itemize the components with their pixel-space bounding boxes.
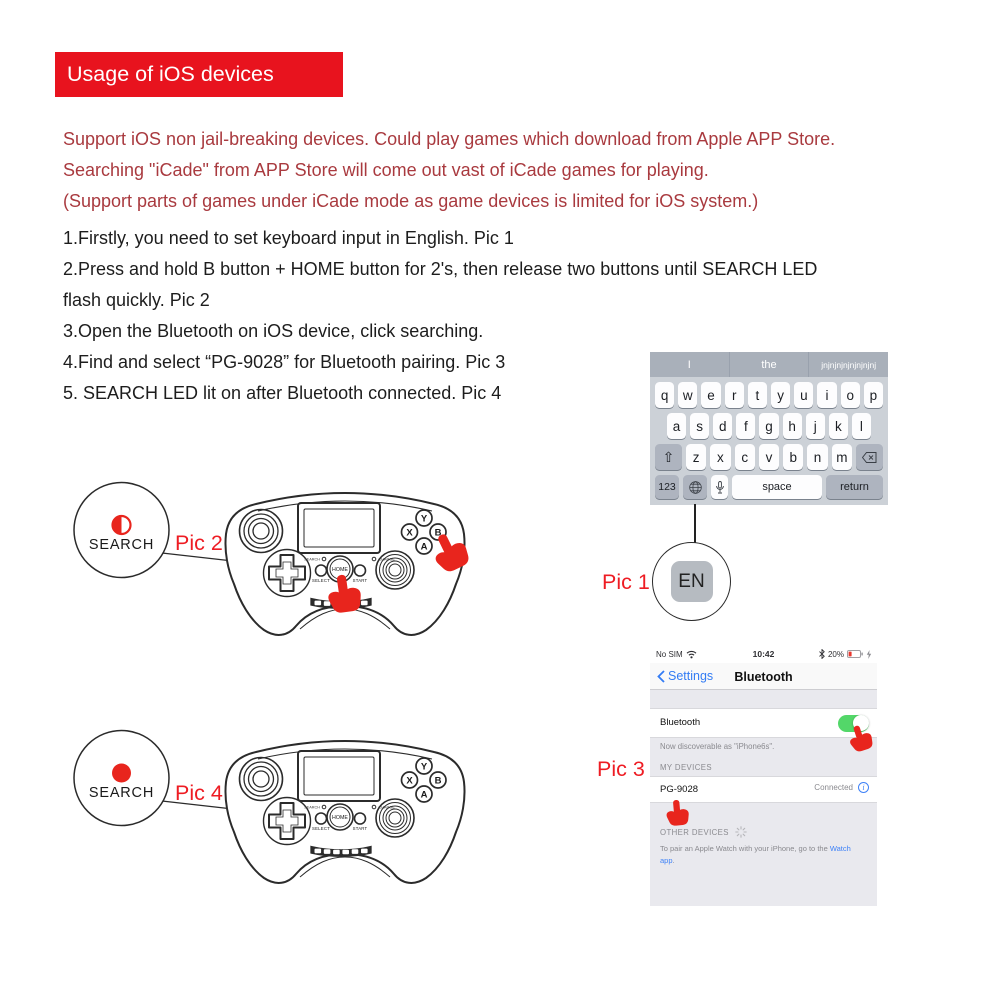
other-devices-label: OTHER DEVICES xyxy=(660,827,729,837)
suggestion-cell[interactable]: jnjnjnjnjnjnjnjnj xyxy=(821,359,877,370)
keyboard-row-3 xyxy=(650,444,888,470)
intro-line: Searching "iCade" from APP Store will come out vast of iCade games for playing. xyxy=(63,160,709,180)
keyboard-key[interactable]: i xyxy=(817,382,836,408)
keyboard-key[interactable]: j xyxy=(806,413,825,439)
search-led-text: SEARCH xyxy=(304,805,320,810)
numbers-key[interactable]: 123 xyxy=(655,475,679,499)
charge-led-dot xyxy=(372,805,376,809)
instruction-line: 3.Open the Bluetooth on iOS device, click searching. xyxy=(63,321,484,341)
keyboard-key[interactable]: m xyxy=(832,444,852,470)
device-row-right xyxy=(814,782,869,793)
y-button-label: Y xyxy=(420,513,428,525)
a-button-label: A xyxy=(420,541,428,553)
dpad xyxy=(264,550,311,597)
bluetooth-settings-screenshot xyxy=(650,645,877,906)
watch-note-period: . xyxy=(672,856,675,865)
charge-led-text: CHARGE xyxy=(378,805,395,810)
shift-key[interactable]: ⇧ xyxy=(655,444,682,470)
callout-line-pic1 xyxy=(694,504,696,543)
intro-line: (Support parts of games under iCade mode as game devices is limited for iOS system.) xyxy=(63,191,759,211)
keyboard-key[interactable]: v xyxy=(759,444,779,470)
keyboard-key[interactable]: e xyxy=(701,382,720,408)
bluetooth-toggle-label: Bluetooth xyxy=(660,717,701,728)
home-button-label: HOME xyxy=(332,815,348,821)
section-title: Usage of iOS devices xyxy=(67,62,274,86)
keyboard-key[interactable]: c xyxy=(735,444,755,470)
en-key[interactable]: EN xyxy=(671,561,713,602)
instruction-line: 2.Press and hold B button + HOME button for 2's, then release two buttons until SEARCH LED xyxy=(63,259,818,279)
keyboard-row-3-letters xyxy=(686,444,852,470)
battery-percent: 20% xyxy=(827,649,844,659)
nav-title: Bluetooth xyxy=(734,670,793,684)
suggestion-cell[interactable]: I xyxy=(650,352,730,377)
dpad xyxy=(264,798,311,845)
intro-paragraph xyxy=(63,124,835,217)
keyboard-key[interactable]: u xyxy=(794,382,813,408)
keyboard-key[interactable]: o xyxy=(841,382,860,408)
start-button-label: START xyxy=(352,578,368,583)
suggestion-cell[interactable]: the xyxy=(730,352,810,377)
globe-icon xyxy=(689,481,702,494)
info-icon[interactable]: i xyxy=(858,782,869,793)
keyboard-key[interactable]: a xyxy=(667,413,686,439)
pic1-label: Pic 1 xyxy=(602,570,650,594)
callout-search-label: SEARCH xyxy=(88,537,155,553)
keyboard-key[interactable]: b xyxy=(783,444,803,470)
start-button-label: START xyxy=(352,826,368,831)
keyboard-key[interactable]: y xyxy=(771,382,790,408)
charge-led-dot xyxy=(372,557,376,561)
keyboard-row-4 xyxy=(650,475,888,499)
mic-key[interactable] xyxy=(711,475,728,499)
status-right xyxy=(819,645,872,663)
section-header-banner xyxy=(55,52,343,97)
globe-key[interactable] xyxy=(683,475,707,499)
keyboard-key[interactable]: r xyxy=(725,382,744,408)
select-button xyxy=(316,565,327,576)
keyboard-key[interactable]: t xyxy=(748,382,767,408)
select-button xyxy=(316,813,327,824)
keyboard-key[interactable]: s xyxy=(690,413,709,439)
device-status: Connected xyxy=(814,783,853,792)
status-bar xyxy=(650,645,877,663)
instruction-line: flash quickly. Pic 2 xyxy=(63,290,210,310)
device-name: PG-9028 xyxy=(660,784,699,795)
keyboard-key[interactable]: d xyxy=(713,413,732,439)
b-button-label: B xyxy=(434,527,442,539)
select-button-label: SELECT xyxy=(312,578,330,583)
charging-bolt-icon xyxy=(866,650,872,659)
pic4-label: Pic 4 xyxy=(175,781,223,805)
keyboard-key[interactable]: k xyxy=(829,413,848,439)
bluetooth-status-icon xyxy=(819,649,825,659)
start-button xyxy=(355,565,366,576)
discoverable-text: Now discoverable as "iPhone6s". xyxy=(660,742,775,751)
keyboard-key[interactable]: l xyxy=(852,413,871,439)
battery-icon xyxy=(847,650,864,658)
hand-cursor-pg9028-row xyxy=(646,792,706,852)
instruction-line: 4.Find and select “PG-9028” for Bluetooth pairing. Pic 3 xyxy=(63,352,506,372)
pic2-gamepad-figure xyxy=(60,478,475,658)
start-button xyxy=(355,813,366,824)
x-button-label: X xyxy=(406,527,413,539)
y-button-label: Y xyxy=(420,761,428,773)
carrier-label: No SIM xyxy=(656,649,683,659)
gamepad-body xyxy=(225,741,464,883)
clock: 10:42 xyxy=(752,649,775,659)
home-button-label: HOME xyxy=(332,567,348,573)
ios-keyboard-screenshot xyxy=(650,352,888,505)
search-led-solid-icon xyxy=(112,764,131,783)
keyboard-row-2 xyxy=(650,413,888,439)
select-button-label: SELECT xyxy=(312,826,330,831)
keyboard-key[interactable]: x xyxy=(710,444,730,470)
search-led-text: SEARCH xyxy=(304,557,320,562)
watch-app-link[interactable]: Watch app xyxy=(660,844,851,865)
suggestion-bar xyxy=(650,352,888,377)
instruction-line: 5. SEARCH LED lit on after Bluetooth connected. Pic 4 xyxy=(63,383,502,403)
keyboard-key[interactable]: f xyxy=(736,413,755,439)
my-devices-header: MY DEVICES xyxy=(660,763,712,772)
charge-led-text: CHARGE xyxy=(378,557,395,562)
backspace-key[interactable] xyxy=(856,444,883,470)
pic1-callout-circle xyxy=(652,542,731,621)
keyboard-key[interactable]: h xyxy=(783,413,802,439)
spinner-icon xyxy=(735,826,747,838)
keyboard-key[interactable]: q xyxy=(655,382,674,408)
nav-bar xyxy=(650,663,877,690)
backspace-icon xyxy=(862,452,877,463)
callout-search-label: SEARCH xyxy=(88,785,155,801)
a-button-label: A xyxy=(420,789,428,801)
keyboard-key[interactable]: z xyxy=(686,444,706,470)
b-button-label: B xyxy=(434,775,442,787)
keyboard-key[interactable]: n xyxy=(807,444,827,470)
pic3-label: Pic 3 xyxy=(597,757,645,781)
keyboard-row-1 xyxy=(650,382,888,408)
gamepad-body xyxy=(225,493,464,635)
intro-line: Support iOS non jail-breaking devices. Could play games which download from Apple APP Store. xyxy=(63,129,836,149)
search-led-dot xyxy=(322,557,326,561)
watch-note-text: To pair an Apple Watch with your iPhone, go to the xyxy=(660,844,830,853)
return-key[interactable]: return xyxy=(826,475,883,499)
hand-cursor-bluetooth-toggle xyxy=(826,718,886,778)
space-key[interactable]: space xyxy=(732,475,822,499)
search-led-dot xyxy=(322,805,326,809)
keyboard-key[interactable]: w xyxy=(678,382,697,408)
pic2-label: Pic 2 xyxy=(175,531,223,555)
keyboard-key[interactable]: g xyxy=(759,413,778,439)
x-button-label: X xyxy=(406,775,413,787)
mic-icon xyxy=(716,481,724,494)
pic4-gamepad-figure xyxy=(60,726,475,906)
instruction-line: 1.Firstly, you need to set keyboard input in English. Pic 1 xyxy=(63,228,514,248)
keyboard-key[interactable]: p xyxy=(864,382,883,408)
back-label: Settings xyxy=(668,669,714,683)
